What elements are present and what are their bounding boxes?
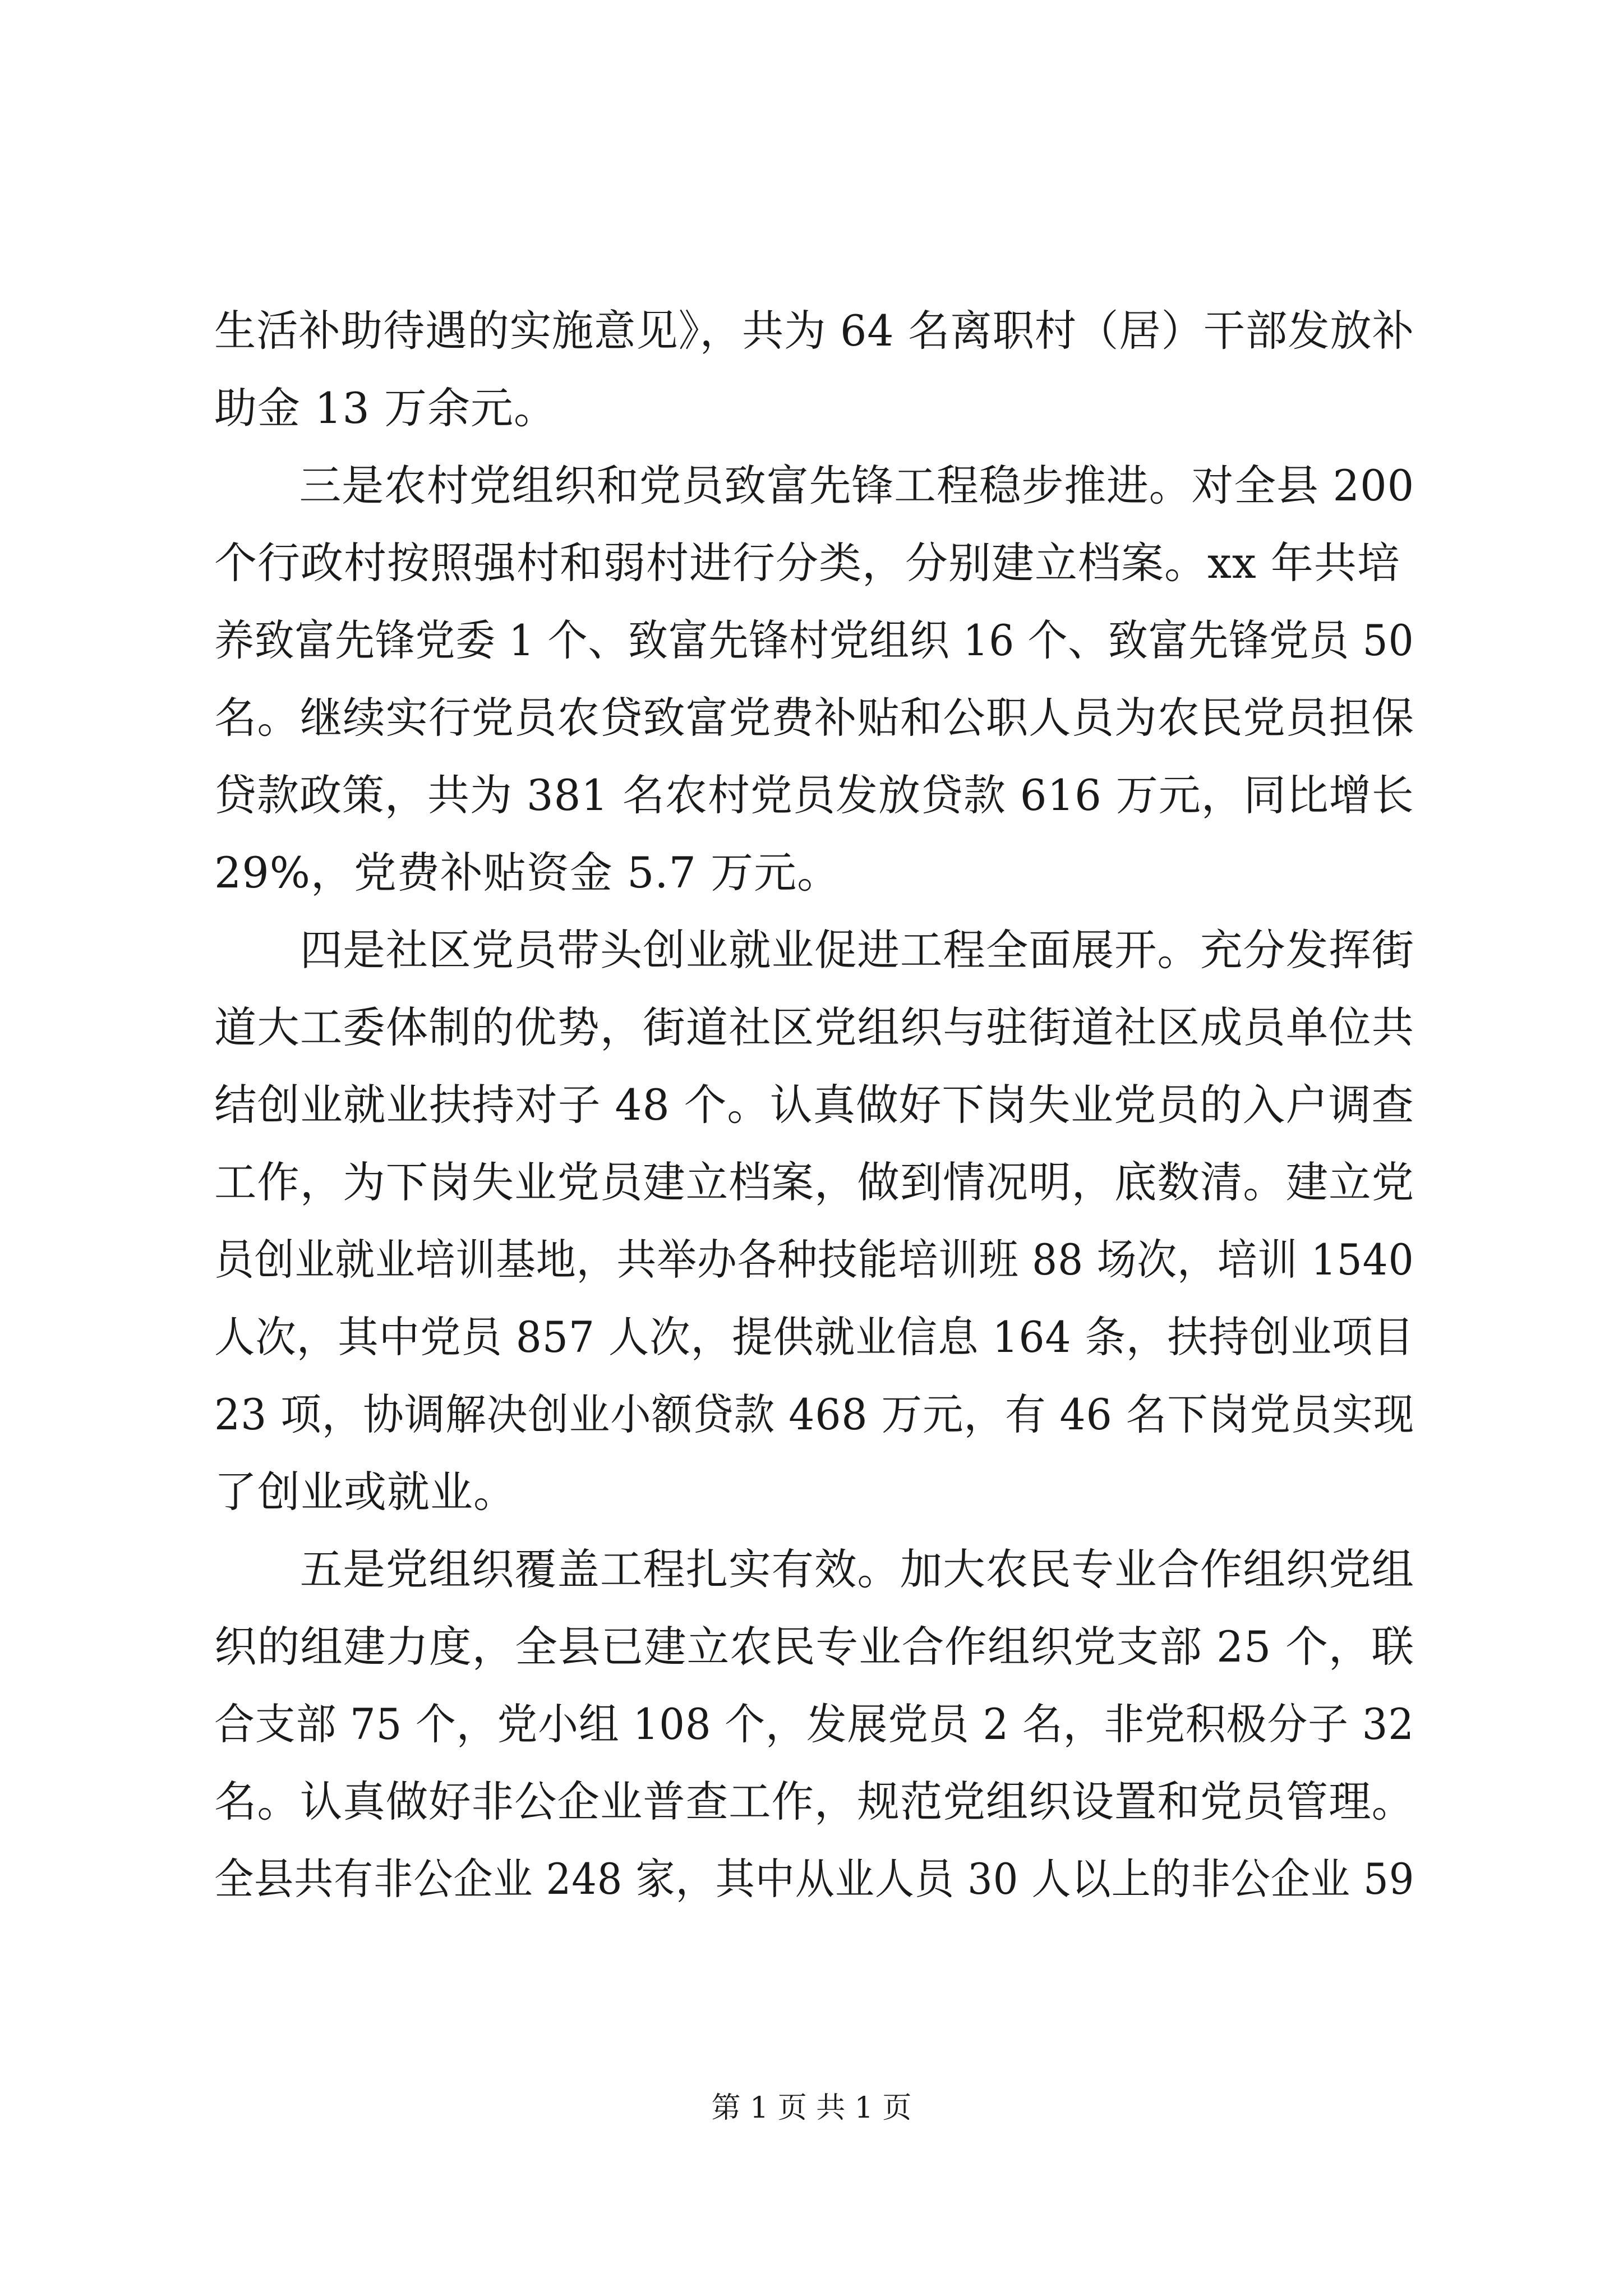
text-line: 全县共有非公企业 248 家，其中从业人员 30 人以上的非公企业 59 [214,1854,1415,1904]
paragraph-start-line: 五是党组织覆盖工程扎实有效。加大农民专业合作组织党组 [214,1544,1414,1594]
text-line: 结创业就业扶持对子 48 个。认真做好下岗失业党员的入户调查 [214,1080,1415,1130]
text-line: 员创业就业培训基地，共举办各种技能培训班 88 场次，培训 1540 [214,1235,1414,1285]
text-line: 名。认真做好非公企业普查工作，规范党组织设置和党员管理。 [214,1777,1414,1826]
text-line: 助金 13 万余元。 [214,383,557,433]
page-footer: 第 1 页 共 1 页 [711,2091,912,2125]
paragraph-start-line: 三是农村党组织和党员致富先锋工程稳步推进。对全县 200 [214,461,1415,510]
text-line: 人次，其中党员 857 人次，提供就业信息 164 条，扶持创业项目 [214,1312,1414,1362]
text-line: 养致富先锋党委 1 个、致富先锋村党组织 16 个、致富先锋党员 50 [214,615,1414,665]
text-line: 工作，为下岗失业党员建立档案，做到情况明，底数清。建立党 [214,1157,1414,1207]
text-line: 织的组建力度，全县已建立农民专业合作组织党支部 25 个，联 [214,1622,1415,1672]
text-line: 了创业或就业。 [214,1467,517,1517]
paragraph-start-line: 四是社区党员带头创业就业促进工程全面展开。充分发挥街 [214,925,1414,975]
text-line: 生活补助待遇的实施意见》，共为 64 名离职村（居）干部发放补 [214,306,1415,356]
text-line: 23 项，协调解决创业小额贷款 468 万元，有 46 名下岗党员实现 [214,1389,1415,1439]
text-line: 名。继续实行党员农贷致富党费补贴和公职人员为农民党员担保 [214,693,1414,743]
text-line: 贷款政策，共为 381 名农村党员发放贷款 616 万元，同比增长 [214,770,1414,820]
text-line: 个行政村按照强村和弱村进行分类，分别建立档案。xx 年共培 [214,538,1400,588]
text-line: 道大工委体制的优势，街道社区党组织与驻街道社区成员单位共 [214,1002,1414,1052]
text-line: 29%，党费补贴资金 5.7 万元。 [214,848,841,898]
text-line: 合支部 75 个，党小组 108 个，发展党员 2 名，非党积极分子 32 [214,1699,1414,1749]
